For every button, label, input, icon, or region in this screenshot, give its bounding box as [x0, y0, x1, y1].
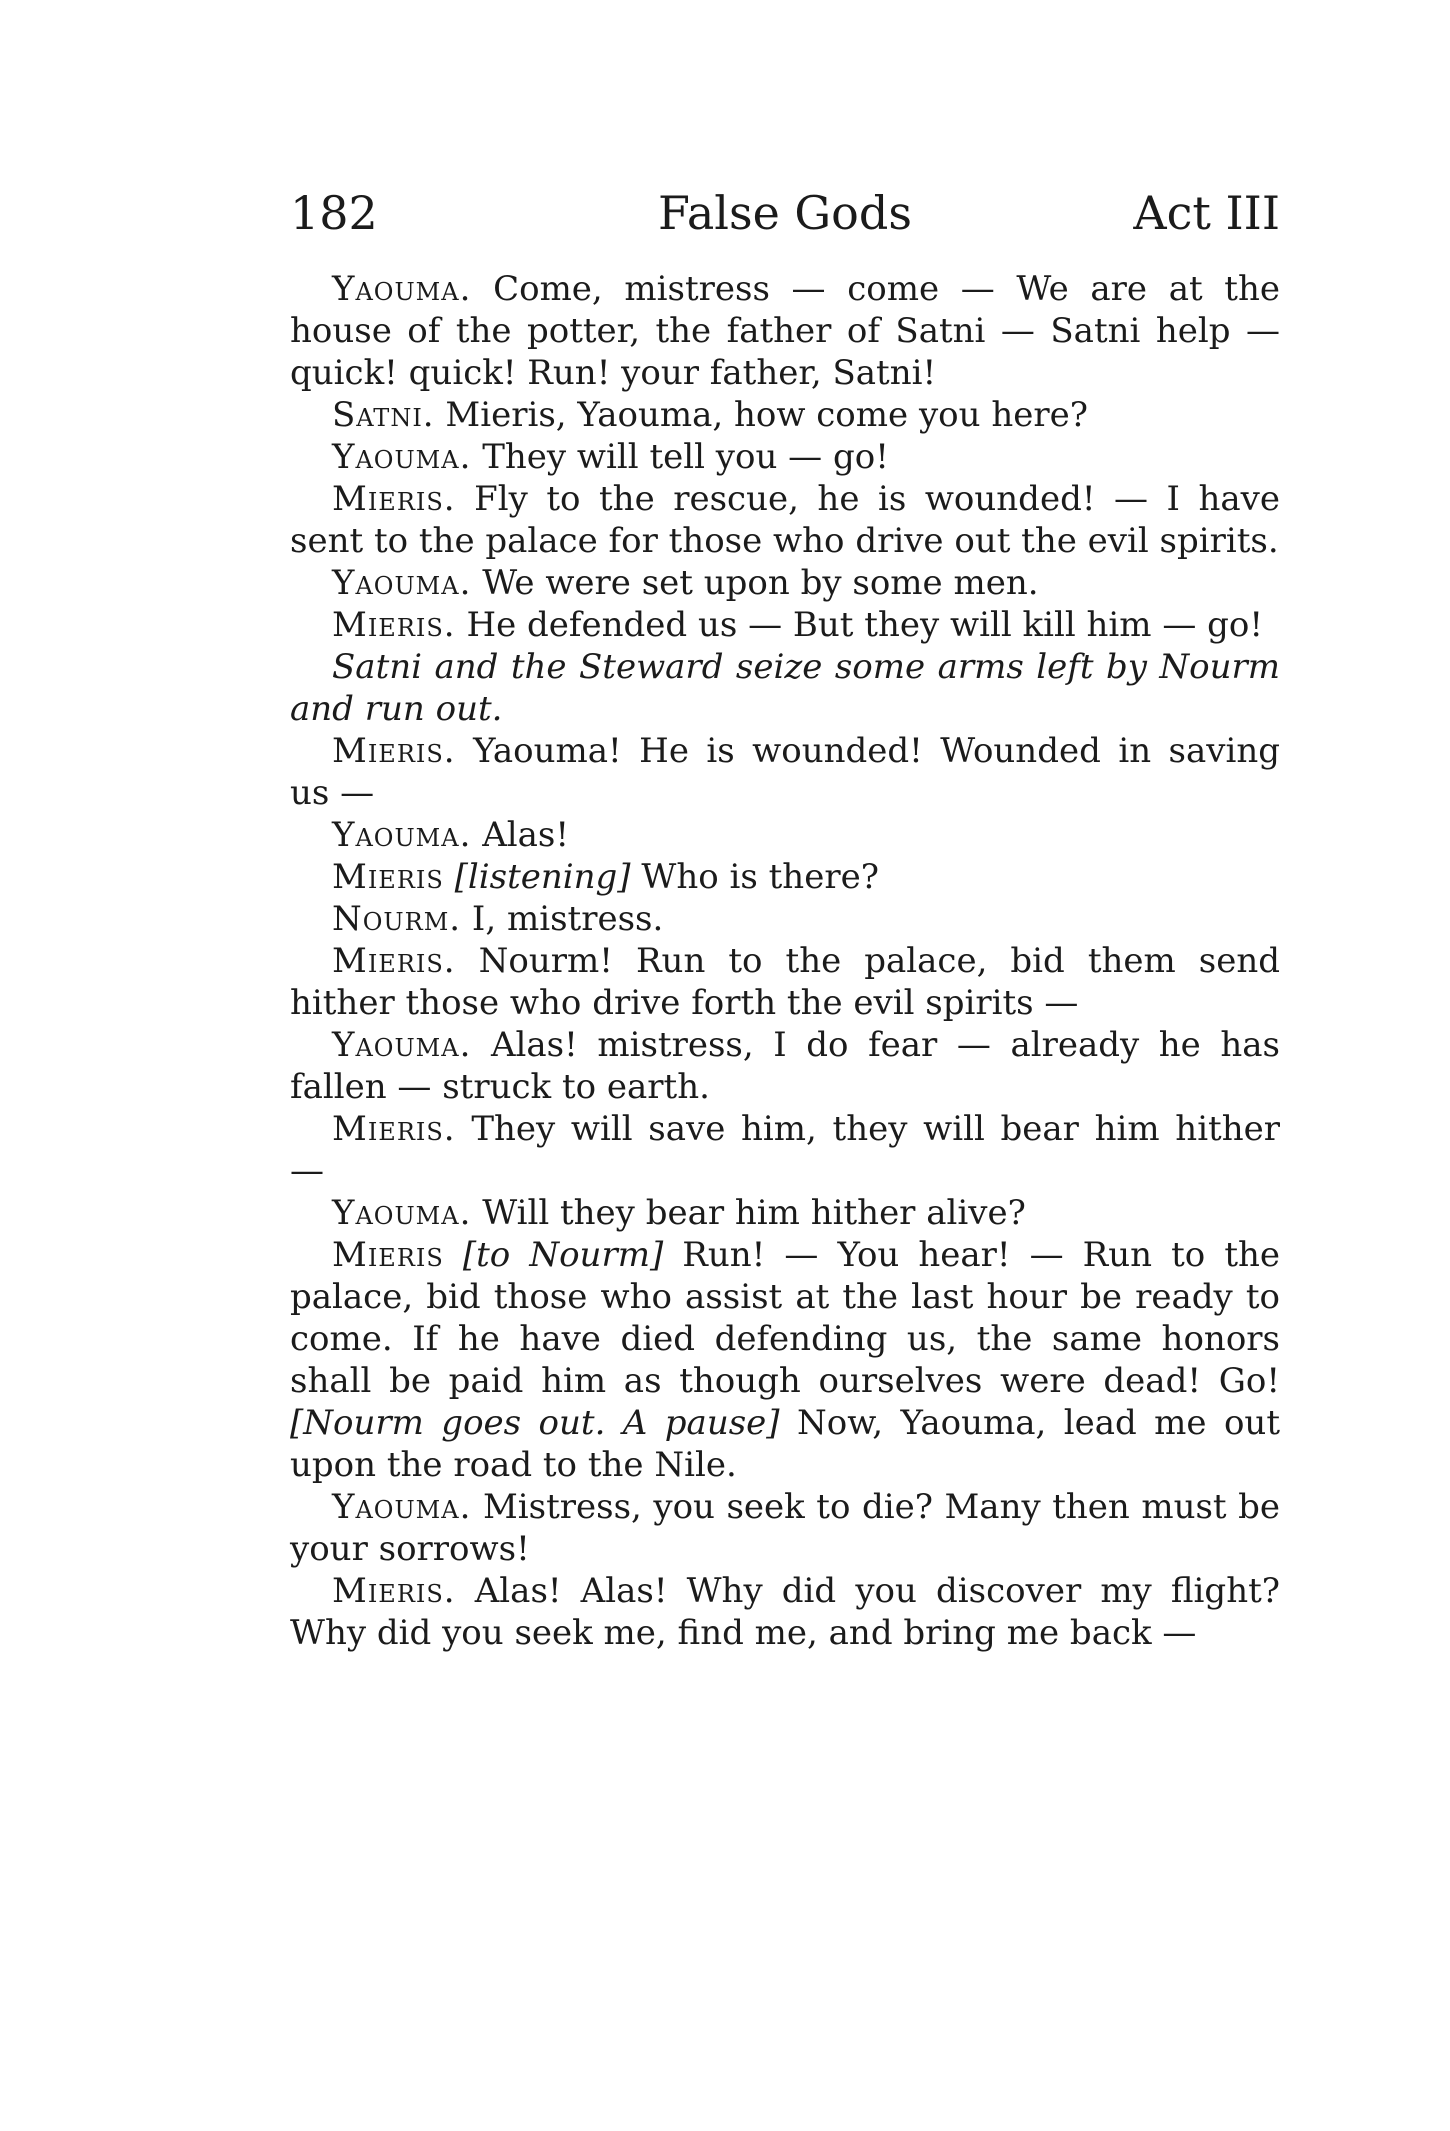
dialogue-line — [290, 940, 1280, 1024]
speaker: Yaouma. — [332, 269, 472, 309]
dialogue-line — [290, 268, 1280, 394]
speaker: Mieris. — [332, 1571, 456, 1611]
speech: Mistress, you seek to die? Many then must be your sorrows! — [290, 1487, 1281, 1569]
running-header — [290, 178, 1280, 248]
speech-continued: Now, Yaouma, lead me out upon the road to the Nile. — [290, 1403, 1280, 1485]
dialogue-line — [290, 1570, 1280, 1654]
dialogue-line — [290, 436, 1280, 478]
speaker: Yaouma. — [332, 1025, 472, 1065]
speech: I, mistress. — [471, 899, 664, 939]
speaker: Mieris. — [332, 1109, 456, 1149]
dialogue-line — [290, 1486, 1280, 1570]
speech: Who is there? — [641, 857, 879, 897]
speech: Fly to the rescue, he is wounded! — I have sent to the palace for those who drive out the evil spirits. — [290, 479, 1280, 561]
inline-direction: [Nourm goes out. A pause] — [290, 1403, 780, 1443]
dialogue-line — [290, 898, 1280, 940]
dialogue-line — [290, 1024, 1280, 1108]
speaker: Nourm. — [332, 899, 462, 939]
speech: We were set upon by some men. — [482, 563, 1039, 603]
speech: Alas! Alas! Why did you discover my flight? Why did you seek me, find me, and bring me back — — [290, 1571, 1280, 1653]
speech: Come, mistress — come — We are at the house of the potter, the father of Satni — Satni help — quick! quick! Run! your father, Satni! — [290, 269, 1280, 393]
speaker: Satni. — [332, 395, 435, 435]
dialogue-line — [290, 604, 1280, 646]
speech: Nourm! Run to the palace, bid them send hither those who drive forth the evil spirits — — [290, 941, 1281, 1023]
speaker: Mieris. — [332, 941, 456, 981]
speaker: Yaouma. — [332, 1193, 472, 1233]
speech: They will save him, they will bear him hither — — [290, 1109, 1280, 1191]
speech: They will tell you — go! — [482, 437, 889, 477]
speaker: Mieris — [332, 1235, 444, 1275]
stage-direction: Satni and the Steward seize some arms left by Nourm and run out. — [290, 647, 1280, 729]
speaker: Mieris. — [332, 731, 456, 771]
dialogue-line — [290, 1234, 1280, 1486]
dialogue-line — [290, 394, 1280, 436]
speaker: Yaouma. — [332, 815, 472, 855]
dialogue-line — [290, 562, 1280, 604]
dialogue-line — [290, 814, 1280, 856]
dialogue-line — [290, 856, 1280, 898]
page-title: False Gods — [658, 186, 912, 240]
speaker: Yaouma. — [332, 1487, 472, 1527]
speech: Alas! mistress, I do fear — already he has fallen — struck to earth. — [290, 1025, 1280, 1107]
speaker: Mieris. — [332, 605, 456, 645]
speech: He defended us — But they will kill him — go! — [466, 605, 1264, 645]
speaker: Mieris. — [332, 479, 456, 519]
dialogue-line — [290, 478, 1280, 562]
speaker: Yaouma. — [332, 563, 472, 603]
speech: Yaouma! He is wounded! Wounded in saving us — — [290, 731, 1281, 813]
speech: Alas! — [482, 815, 570, 855]
speaker: Mieris — [332, 857, 444, 897]
dialogue-line — [290, 1108, 1280, 1192]
dialogue-body — [290, 268, 1280, 1654]
dialogue-line — [290, 1192, 1280, 1234]
speaker: Yaouma. — [332, 437, 472, 477]
act-label: Act III — [1133, 186, 1280, 240]
speech: Mieris, Yaouma, how come you here? — [445, 395, 1088, 435]
dialogue-line — [290, 730, 1280, 814]
bracket-direction: [to Nourm] — [462, 1235, 664, 1275]
page-number: 182 — [290, 186, 378, 240]
speech: Will they bear him hither alive? — [482, 1193, 1026, 1233]
speech: Run! — You hear! — Run to the palace, bid those who assist at the last hour be ready to come. If he have died defending us, the same honors shall be paid him as though ourselves were dead! Go! — [290, 1235, 1281, 1401]
bracket-direction: [listening] — [454, 857, 631, 897]
